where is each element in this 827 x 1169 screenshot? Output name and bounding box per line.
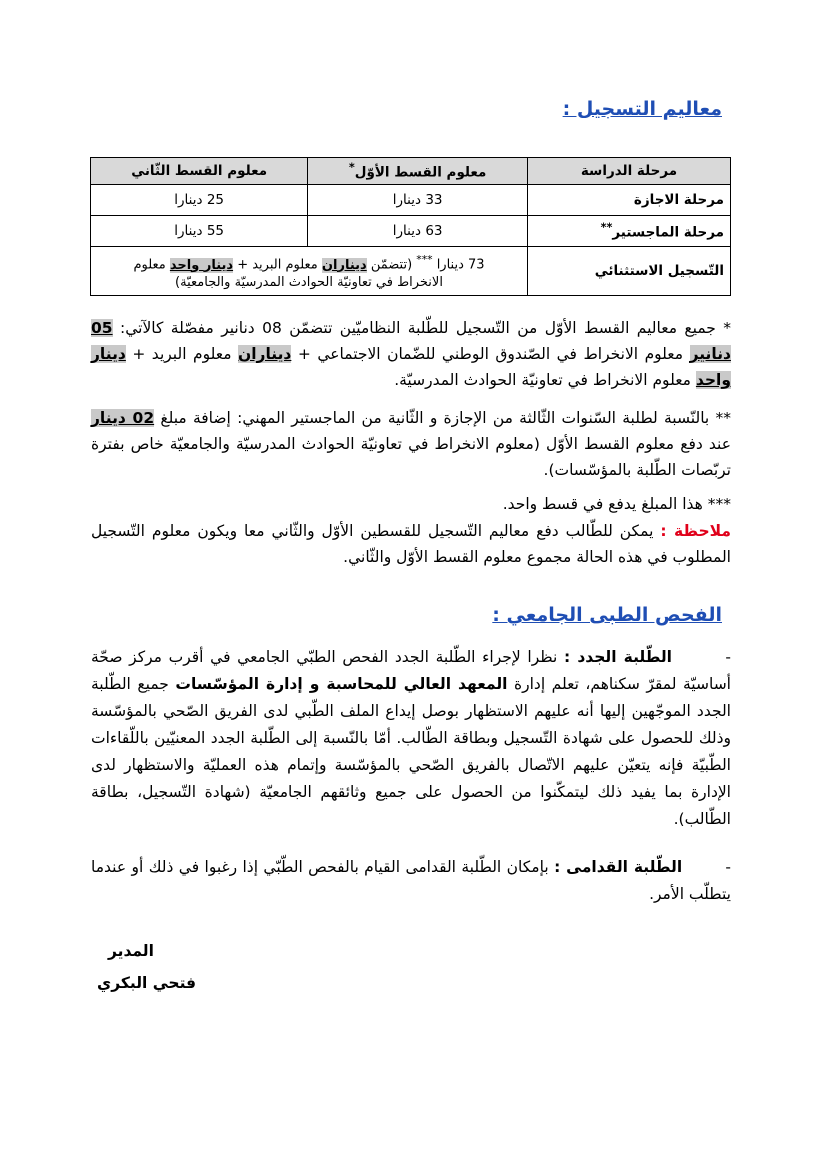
note-2: ** بالنّسبة لطلبة السّنوات الثّالثة من الإجازة و الثّانية من الماجستير المهني: إضافة مبلغ 02 دينار عند دفع معلوم القسط الأوّل (معلوم الانخراط في تعاونيّة الحوادث المدرسيّة والجامعيّة خاص بفترة تربّصات الطّلبة بالمؤسّسات). bbox=[91, 409, 731, 479]
row-label: مرحلة الماجستير** bbox=[528, 216, 731, 247]
row-label: التّسجيل الاستثنائي bbox=[528, 247, 731, 296]
first-installment-value: 33 دينارا bbox=[308, 185, 528, 216]
old-students-paragraph: - الطّلبة القدامى : بإمكان الطّلبة القدامى القيام بالفحص الطّبّي إذا رغبوا في ذلك أو عندما يتطلّب الأمر. bbox=[91, 858, 731, 903]
second-installment-value: 55 دينارا bbox=[91, 216, 308, 247]
footnote-mark: *** bbox=[416, 253, 433, 267]
table-row bbox=[91, 216, 731, 247]
header-first-installment: معلوم القسط الأوّل* bbox=[308, 158, 528, 185]
medical-exam-title: الفحص الطبى الجامعي : bbox=[492, 604, 722, 626]
remark-label: ملاحظة : bbox=[660, 522, 732, 540]
remark: ملاحظة : يمكن للطّالب دفع معاليم التّسجيل للقسطين الأوّل والثّاني معا ويكون معلوم التّسجيل المطلوب في هذه الحالة مجموع معلوم القسط الأوّل والثّاني. bbox=[91, 522, 732, 566]
row-label: مرحلة الاجازة bbox=[528, 185, 731, 216]
note-1: * جميع معاليم القسط الأوّل من التّسجيل للطّلبة النظاميّين تتضمّن 08 دنانير مفصّلة كالآتي: 05 دنانير معلوم الانخراط في الصّندوق الوطني للضّمان الاجتماعي + ديناران معلوم البريد + دينار واحد معلوم الانخراط في تعاونيّة الحوادث المدرسيّة. bbox=[91, 319, 732, 389]
table-header-row bbox=[91, 158, 731, 185]
header-second-installment: معلوم القسط الثّاني bbox=[91, 158, 308, 185]
table-row-exceptional bbox=[91, 247, 731, 296]
fees-table bbox=[90, 157, 731, 296]
table-row bbox=[91, 185, 731, 216]
first-installment-value: 63 دينارا bbox=[308, 216, 528, 247]
exceptional-fee-cell: 73 دينارا *** (تتضمّن ديناران معلوم البريد + دينار واحد معلوم الانخراط في تعاونيّة الحوادث المدرسيّة والجامعيّة) bbox=[91, 247, 528, 296]
header-study-stage: مرحلة الدراسة bbox=[528, 158, 731, 185]
signature-name: فتحي البكري bbox=[97, 974, 197, 992]
footnote-mark: * bbox=[348, 161, 355, 175]
new-students-paragraph: - الطّلبة الجدد : نظرا لإجراء الطّلبة الجدد الفحص الطبّي الجامعي في أقرب مركز صحّة أساسيّة لمقرّ سكناهم، تعلم إدارة المعهد العالي للمحاسبة و إدارة المؤسّسات جميع الطّلبة الجدد الموجّهين إليها أنه عليهم الاستظهار بوصل إيداع الملف الطّبي لدى الفريق الصّحي بالمؤسّسة وذلك للحصول على شهادة التّسجيل وبطاقة الطّالب. أمّا بالنّسبة إلى الطّلبة الجدد المعنيّين باللّقاءات الطّبيّة فإنه يتعيّن عليهم الاتّصال بالفريق الصّحي بالمؤسّسة وإتمام هذه العمليّة والاستظهار لدى الإدارة بما يفيد ذلك ليتمكّنوا من الحصول على جميع وثائقهم الجامعيّة (شهادة التّسجيل، بطاقة الطّالب). bbox=[91, 648, 731, 828]
registration-fees-title: معاليم التسجيل : bbox=[562, 98, 722, 120]
footnote-mark: ** bbox=[600, 221, 613, 235]
note-3: *** هذا المبلغ يدفع في قسط واحد. bbox=[502, 495, 731, 513]
signature-role: المدير bbox=[108, 942, 154, 960]
second-installment-value: 25 دينارا bbox=[91, 185, 308, 216]
